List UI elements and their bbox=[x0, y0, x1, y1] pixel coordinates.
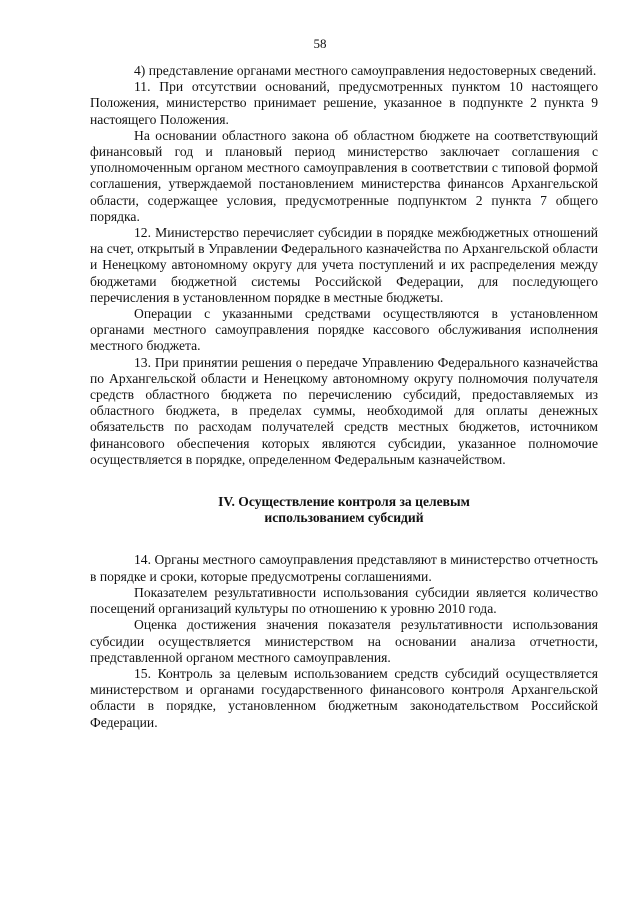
paragraph-clause-15: 15. Контроль за целевым использованием средств субсидий осуществляется министерством и органами государственного финансового контроля Архангельской области в порядке, установленном бюджетным законодательством Российской Федерации. bbox=[90, 665, 598, 730]
paragraph-item-4: 4) представление органами местного самоуправления недостоверных сведений. bbox=[134, 63, 597, 78]
paragraph-clause-12: 12. Министерство перечисляет субсидии в порядке межбюджетных отношений на счет, открытый в Управлении Федерального казначейства по Архангельской области и Ненецкому автономному округу для учета поступлений и их распределения между бюджетами бюджетной системы Российской Федерации, для последующего перечисления в установленном порядке в местные бюджеты. bbox=[90, 225, 598, 305]
document-body bbox=[90, 63, 598, 731]
paragraph-operations: Операции с указанными средствами осуществляются в установленном органами местного самоуправления порядке кассового обслуживания исполнения местного бюджета. bbox=[90, 306, 598, 354]
paragraph-clause-11: 11. При отсутствии оснований, предусмотренных пунктом 10 настоящего Положения, министерство принимает решение, указанное в подпункте 2 пункта 9 настоящего Положения. bbox=[90, 79, 598, 127]
paragraph-agreement: На основании областного закона об областном бюджете на соответствующий финансовый год и плановый период министерство заключает соглашения с уполномоченным органом местного самоуправления в соответствии с типовой формой соглашения, утверждаемой постановлением министерства финансов Архангельской области, содержащее условия, предусмотренные подпунктом 2 пункта 7 общего порядка. bbox=[90, 127, 598, 224]
paragraph-assessment: Оценка достижения значения показателя результативности использования субсидии осуществляется министерством на основании анализа отчетности, представленной органом местного самоуправления. bbox=[90, 617, 598, 665]
paragraph-clause-13: 13. При принятии решения о передаче Управлению Федерального казначейства по Архангельской области и Ненецкому автономному округу полномочия получателя средств областного бюджета по перечислению субсидий, предоставляемых из областного бюджета, в пределах суммы, необходимой для оплаты денежных обязательств по расходам получателей средств местных бюджетов, источником финансового обеспечения которых являются субсидии, указанное полномочие осуществляется в порядке, определенном Федеральным казначейством. bbox=[90, 354, 598, 467]
section-heading-line-2: использованием субсидий bbox=[264, 510, 424, 526]
section-heading bbox=[90, 494, 598, 526]
paragraph-indicator: Показателем результативности использования субсидии является количество посещений организаций культуры по отношению к уровню 2010 года. bbox=[90, 584, 598, 617]
paragraph-clause-14: 14. Органы местного самоуправления представляют в министерство отчетность в порядке и сроки, которые предусмотрены соглашениями. bbox=[90, 552, 598, 584]
page-number: 58 bbox=[313, 36, 327, 51]
section-heading-line-1: IV. Осуществление контроля за целевым bbox=[218, 494, 470, 510]
